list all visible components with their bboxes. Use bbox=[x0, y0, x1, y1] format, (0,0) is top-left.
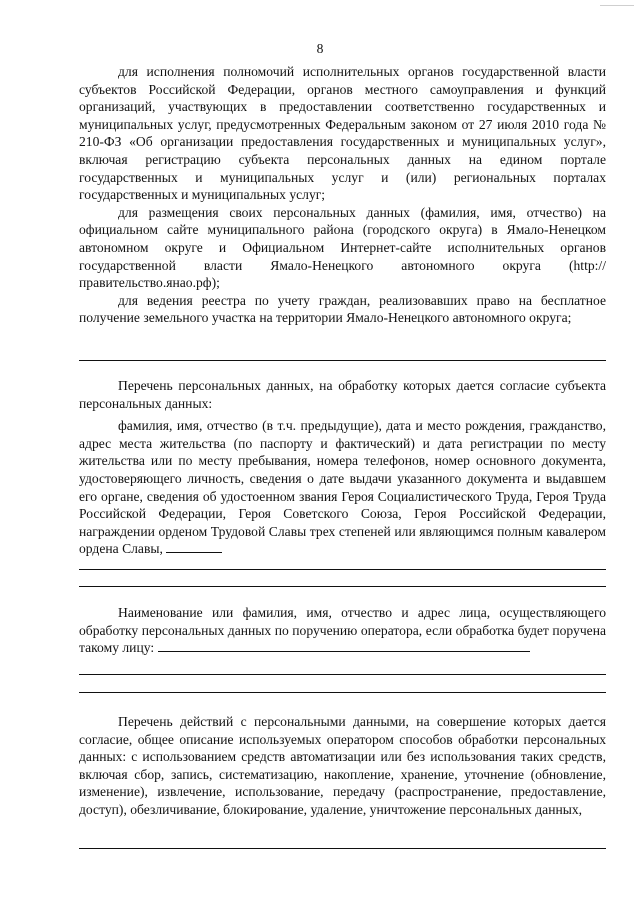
purpose-blank-line[interactable] bbox=[79, 360, 606, 361]
purpose-list bbox=[79, 63, 606, 327]
scan-edge-mark bbox=[600, 0, 634, 6]
processor-label: Наименование или фамилия, имя, отчество и адрес лица, осуществляющего обработку персональных данных по поручению оператора, если обработка будет поручена такому лицу: bbox=[79, 605, 606, 656]
processor-inline-blank[interactable] bbox=[158, 639, 530, 652]
personal-data-inline-blank[interactable] bbox=[166, 540, 222, 553]
actions-blank-line[interactable] bbox=[79, 848, 606, 849]
personal-data-blank-line-1[interactable] bbox=[79, 569, 606, 570]
actions-section bbox=[79, 713, 606, 819]
processor-section bbox=[79, 604, 606, 657]
personal-data-text bbox=[79, 417, 606, 558]
personal-data-blank-line-2[interactable] bbox=[79, 586, 606, 587]
personal-data-heading: Перечень персональных данных, на обработку которых дается согласие субъекта персональных данных: bbox=[79, 378, 606, 411]
page-number: 8 bbox=[316, 41, 324, 56]
processor-text bbox=[79, 604, 606, 657]
personal-data-section bbox=[79, 377, 606, 558]
personal-data-list: фамилия, имя, отчество (в т.ч. предыдущие), дата и место рождения, гражданство, адрес места жительства (по паспорту и фактический) и дата регистрации по месту жительства или по месту пребывания, номера телефонов, номер основного документа, удостоверяющего личность, сведения о дате выдачи указанного документа и выдавшем его органе, сведения об удостоенном звания Героя Социалистического Труда, Героя Труда Российской Федерации, Героя Советского Союза, Героя Российской Федерации, награждении орденом Трудовой Славы трех степеней или являющимся полным кавалером ордена Славы, bbox=[79, 418, 606, 557]
processor-blank-line-2[interactable] bbox=[79, 692, 606, 693]
actions-text: Перечень действий с персональными данными, на совершение которых дается согласие, общее описание используемых оператором способов обработки персональных данных: с использованием средств автоматизации или без использования таких средств, включая сбор, запись, систематизацию, накопление, хранение, уточнение (обновление, изменение), извлечение, использование, передачу (распространение, предоставление, доступ), обезличивание, блокирование, удаление, уничтожение персональных данных, bbox=[79, 714, 606, 817]
purpose-item-3: для ведения реестра по учету граждан, реализовавших право на бесплатное получение земельного участка на территории Ямало-Ненецкого автономного округа; bbox=[79, 292, 606, 326]
purpose-item-2: для размещения своих персональных данных (фамилия, имя, отчество) на официальном сайте муниципального района (городского округа) в Ямало-Ненецком автономном округе и Официальном Интернет-сайте исполнительных органов государственной власти Ямало-Ненецкого автономного округа (http://правительство.янао.рф); bbox=[79, 204, 606, 291]
purpose-item-1: для исполнения полномочий исполнительных органов государственной власти субъектов Российской Федерации, органов местного самоуправления и функций организаций, участвующих в предоставлении соответственно государственных и муниципальных услуг, предусмотренных Федеральным законом от 27 июля 2010 года № 210-ФЗ «Об организации предоставления государственных и муниципальных услуг», включая регистрацию субъекта персональных данных на едином портале государственных и муниципальных услуг и (или) региональных порталах государственных и муниципальных услуг; bbox=[79, 64, 606, 203]
processor-blank-line-1[interactable] bbox=[79, 674, 606, 675]
